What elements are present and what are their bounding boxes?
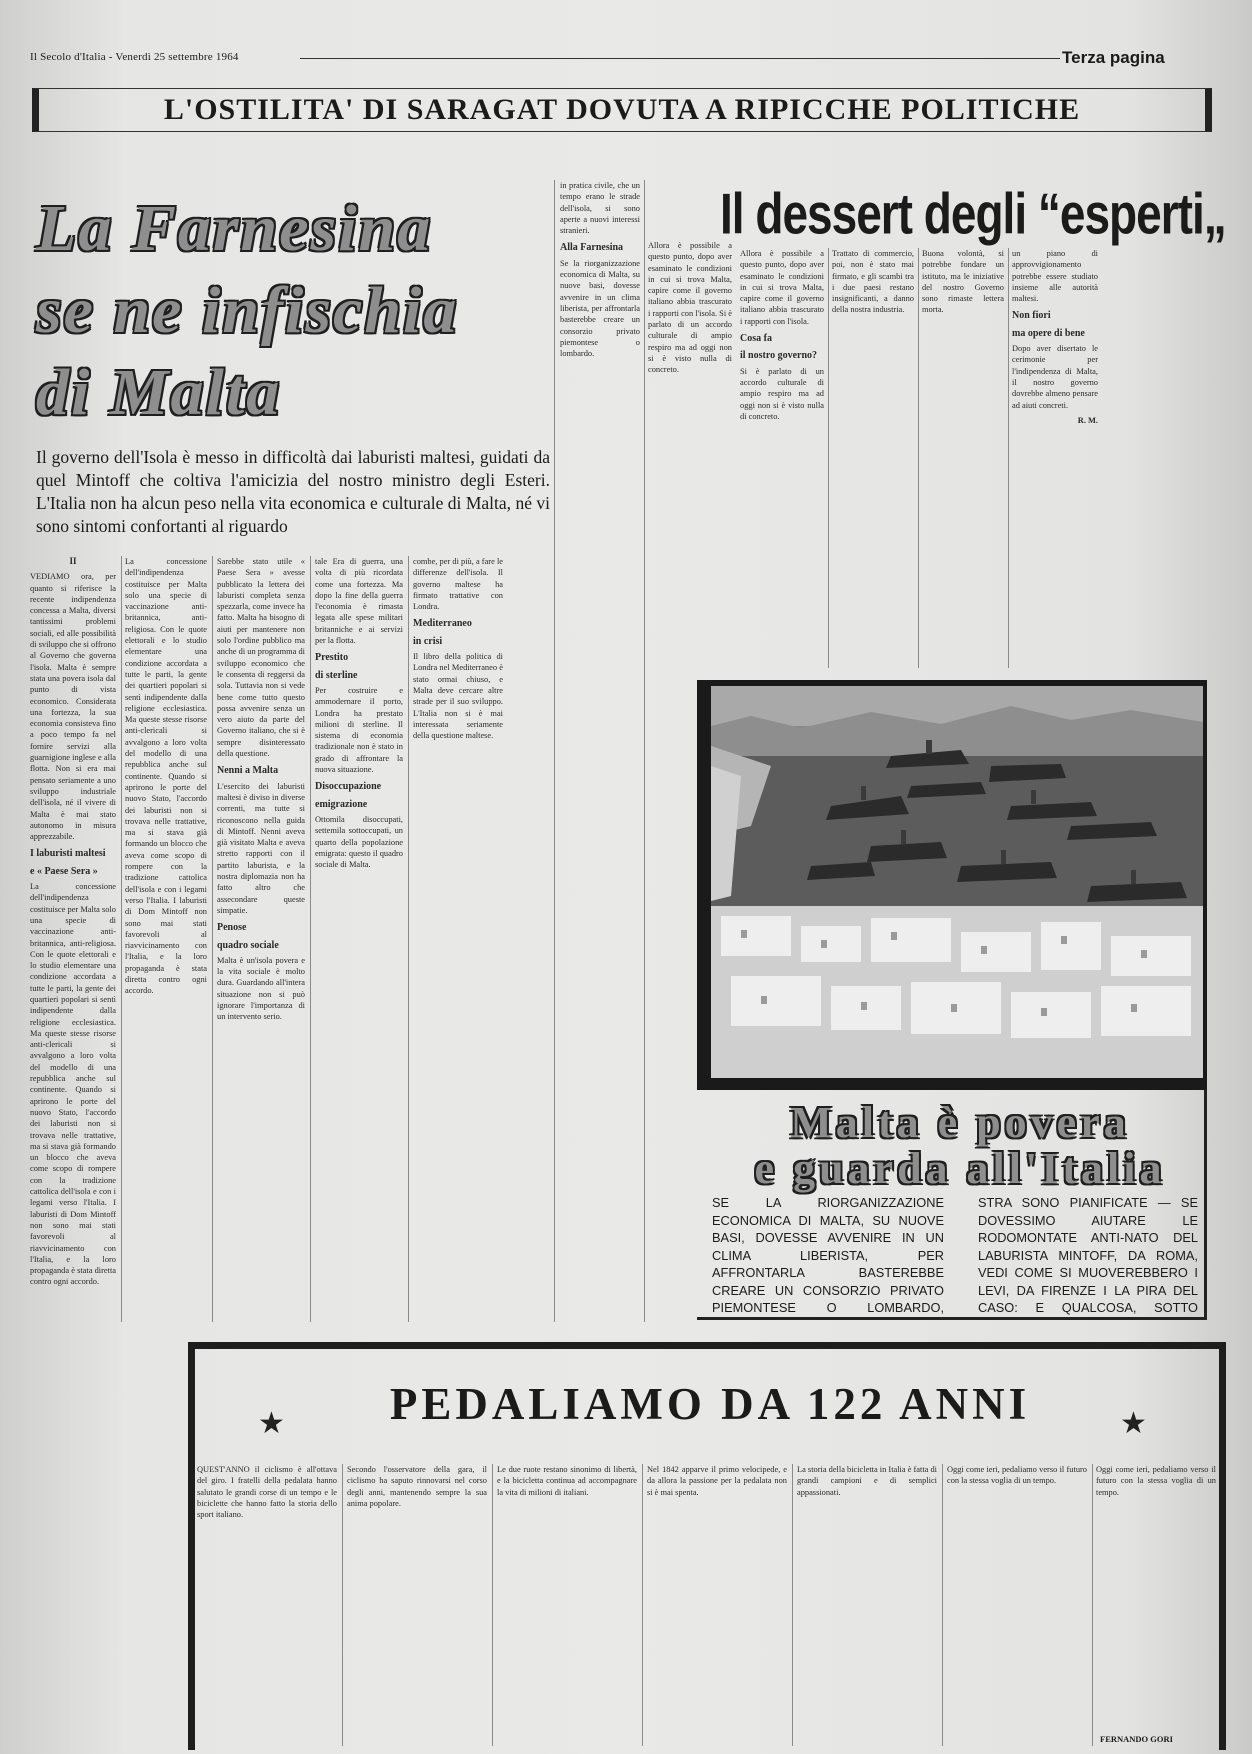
column-text: Ottomila disoccupati, settemila sottoccupati, un quarto della popolazione emigrata: questo il quadro sociale di Malta. [315, 814, 403, 870]
column-rule [942, 1464, 943, 1746]
right-column-0 [648, 240, 732, 670]
caption-headline-line-1: Malta è povera [790, 1098, 1130, 1147]
page-header-masthead: Il Secolo d'Italia - Venerdì 25 settembre 1964 [30, 51, 239, 63]
main-deck: Il governo dell'Isola è messo in difficoltà dai laburisti maltesi, guidati da quel Mintoff che coltiva l'amicizia del nostro ministro degli Esteri. L'Italia non ha alcun peso nella vita economica e culturale di Malta, né vi sono sintomi confortanti al riguardo [36, 447, 550, 536]
main-column-4 [413, 556, 503, 1320]
column-text: Per costruire e ammodernare il porto, Londra ha prestato milioni di sterline. Il sistema di economia tradizionale non è stato in grado di affrontare la nuova situazione. [315, 685, 403, 775]
subheading: Non fiori [1012, 310, 1051, 322]
bottom-column-3 [497, 1464, 637, 1746]
main-headline-line-2: se ne infischia [36, 274, 459, 347]
column-text: combe, per di più, a fare le differenze dell'isola. Il governo maltese ha firmato trattative con Londra. [413, 557, 503, 612]
column-rule [642, 1464, 643, 1746]
subheading: di sterline [315, 669, 358, 681]
column-text: Sarebbe stato utile « Paese Sera » avesse pubblicato la lettera dei laburisti completa senza spezzarla, come invece ha fatto. Malta ha bisogno di aiuti per mantenere non solo l'ordine pubblico ma anche di un programma di sviluppo economico che le consenta di reggersi da sola. Tuttavia non si vede bene come tutto questo possa avvenire senza un vero aiuto da parte del Governo italiano, che si è sempre disinteressato della questione. [217, 557, 305, 759]
column-text: tale Era di guerra, una volta di più ricordata come una fortezza. Ma dopo la fine della guerra l'economia è rimasta legata alle spese militari britanniche e ai servizi per la flotta. [315, 557, 403, 646]
subheading: quadro sociale [217, 939, 279, 951]
photo-caption-headline [720, 1100, 1200, 1192]
column-rule [554, 180, 555, 1322]
column-text: un piano di approvvigionamento potrebbe essere studiato insieme alle autorità maltesi. [1012, 249, 1098, 304]
bottom-signature: FERNANDO GORI [1100, 1734, 1173, 1744]
main-column-1b [125, 556, 207, 1320]
column-text: Trattato di commercio, poi, non è stato mai firmato, e gli scambi tra i due paesi restano insignificanti, a danno della nostra industria. [832, 249, 914, 315]
column-number: II [69, 556, 77, 566]
column-text: QUEST'ANNO il ciclismo è all'ottava del giro. I fratelli della pedalata hanno salutato le grandi corse di un tempo e le biciclette che hanno fatto la storia dello sport italiano. [197, 1465, 337, 1520]
column-rule [492, 1464, 493, 1746]
subheading: Cosa fa [740, 333, 772, 345]
subheading: Nenni a Malta [217, 765, 279, 777]
column-rule [792, 1464, 793, 1746]
column-text: Buona volontà, si potrebbe fondare un istituto, ma le iniziative del nostro Governo sono rimaste lettera morta. [922, 249, 1004, 315]
photo-caption-left: SE LA RIORGANIZZAZIONE ECONOMICA DI MALTA, SU NUOVE BASI, DOVESSE AVVENIRE IN UN CLIMA LIBERISTA, PER AFFRONTARLA BASTEREBBE CREARE UN CONSORZIO PRIVATO PIEMONTESE O LOMBARDO, [712, 1195, 944, 1315]
column-text: La concessione dell'indipendenza costituisce per Malta solo una specie di vaccinazione anti-britannica, anti-religiosa. Con le quote elettorali e lo studio elementare una condizione accordata a tutte le parti, la gente dei quartieri popolari si sentì indipendente dalla religione ecclesiastica. Ma queste stesse risorse anti-clericali si avvalgono a loro volta del modello di una repubblica anche sul continente. Quando si aprirono le porte del nuovo Stato, l'accordo dei laburisti non si trovava nelle trattative, ma si stava già formando un blocco che aveva come scopo di rompere con la tradizione cattolica dell'isola e con i legami verso l'Italia. I laburisti di Dom Mintoff non sono mai stati favorevoli al riavvicinamento con l'Italia, e la loro propaganda è stata diretta contro ogni accordo. [30, 882, 116, 1287]
star-icon: ★ [1120, 1407, 1147, 1440]
main-column-3 [315, 556, 403, 1320]
article-signature: R. M. [1077, 415, 1098, 425]
subheading: I laburisti maltesi [30, 848, 106, 860]
subheading: Disoccupazione [315, 781, 382, 793]
main-headline-line-3: di Malta [36, 356, 282, 429]
column-text: in pratica civile, che un tempo erano le strade dell'isola, si sono aperte a nuovi interessi stranieri. [560, 181, 640, 236]
right-headline: Il dessert degli “esperti„ [720, 180, 1226, 246]
bottom-headline: PEDALIAMO DA 122 ANNI [389, 1379, 1031, 1429]
column-text: L'Italia non si è mai interessata seriamente della questione maltese. [413, 708, 503, 741]
subheading: Penose [217, 922, 247, 934]
right-column-4 [1012, 248, 1098, 670]
column-rule [310, 556, 311, 1322]
right-column-2 [832, 248, 914, 670]
page-section-label: Terza pagina [1062, 48, 1165, 67]
harbour-photo-illustration [711, 686, 1203, 1078]
column-text: Si è parlato di un accordo culturale di ampio respiro ma ad oggi non si è visto nulla di concreto. [648, 308, 732, 375]
column-rule [121, 556, 122, 1322]
column-rule [1008, 248, 1009, 668]
banner-headline: L'OSTILITA' DI SARAGAT DOVUTA A RIPICCHE POLITICHE [32, 88, 1212, 132]
bottom-column-2 [347, 1464, 487, 1746]
column-rule [408, 556, 409, 1322]
column-text: Dopo aver disertato le cerimonie per l'indipendenza di Malta, il nostro governo dovrebbe almeno pensare ad aiuti concreti. [1012, 344, 1098, 410]
column-text: Si è parlato di un accordo culturale di ampio respiro ma ad oggi non si è visto nulla di concreto. [740, 366, 824, 421]
right-column-1 [740, 248, 824, 670]
star-icon: ★ [258, 1407, 285, 1440]
bottom-column-7 [1096, 1464, 1216, 1746]
harbour-photo [711, 686, 1203, 1078]
column-rule [918, 248, 919, 668]
column-text: Malta è un'isola povera e la vita sociale è molto dura. Guardando all'intera situazione non si può ignorare l'importanza di un intervento serio. [217, 955, 305, 1022]
subheading: ma opere di bene [1012, 327, 1085, 339]
subheading: in crisi [413, 635, 443, 647]
subheading: emigrazione [315, 798, 368, 810]
subheading: il nostro governo? [740, 350, 818, 362]
main-column-2 [217, 556, 305, 1320]
subheading: Alla Farnesina [560, 242, 624, 254]
column-text: Il libro della politica di Londra nel Mediterraneo è stato ormai chiuso, e Malta deve cercare altre strade per il suo sviluppo. [413, 652, 503, 707]
column-text: Nel 1842 apparve il primo velocipede, e da allora la passione per la pedalata non si è mai spenta. [647, 1465, 787, 1497]
column-text: Allora è possibile a questo punto, dopo aver esaminato le condizioni in cui si trova Malta, capire come il governo italiano abbia trascurato i rapporti con l'isola. [740, 249, 824, 326]
column-text: La storia della bicicletta in Italia è fatta di grandi campioni e di semplici appassionati. [797, 1465, 937, 1497]
column-text: VEDIAMO ora, per quanto si riferisce la recente indipendenza concessa a Malta, diversi tantissimi problemi sociali, ed alle possibilità di sviluppo che si offrono al Governo che governa l'isola. Malta è sempre stata una povera isola dal punto di vista economico. Considerata una fortezza, la sua economia consisteva fino a poco tempo fa nel fornire servizi alla guarnigione inglese e alla flotta. Non si era mai pensato seriamente a uno sviluppo industriale dell'isola, né il vivere di Malta è mai stato autonomo in misura apprezzabile. [30, 572, 116, 842]
subheading: e « Paese Sera » [30, 865, 98, 877]
column-text: Allora è possibile a questo punto, dopo aver esaminato le condizioni in cui si trova Malta, capire come il governo italiano abbia trascurato i rapporti con l'isola. [648, 241, 732, 318]
main-column-1 [30, 556, 116, 1320]
bottom-column-1 [197, 1464, 337, 1746]
column-rule [1092, 1464, 1093, 1746]
bottom-column-4 [647, 1464, 787, 1746]
column-rule [212, 556, 213, 1322]
right-column-3 [922, 248, 1004, 670]
subheading: Prestito [315, 652, 349, 664]
column-text: Secondo l'osservatore della gara, il ciclismo ha saputo rinnovarsi nel corso degli anni, mantenendo sempre la sua anima popolare. [347, 1465, 487, 1508]
column-text: Se la riorganizzazione economica di Malta, su nuove basi, dovesse avvenire in un clima liberista, per affrontarla basterebbe creare un consorzio privato piemontese o lombardo. [560, 258, 640, 359]
column-text: Oggi come ieri, pedaliamo verso il futuro con la stessa voglia di un tempo. [947, 1465, 1087, 1486]
subheading: Mediterraneo [413, 618, 472, 630]
main-headline-line-1: La Farnesina [36, 192, 433, 265]
column-rule [828, 248, 829, 668]
column-rule [342, 1464, 343, 1746]
column-rule [644, 180, 645, 1322]
header-rule [300, 58, 1060, 59]
main-column-5 [560, 180, 640, 1320]
bottom-column-6 [947, 1464, 1087, 1746]
main-headline [36, 188, 566, 434]
bottom-column-5 [797, 1464, 937, 1746]
column-text: Le due ruote restano sinonimo di libertà, e la bicicletta continua ad accompagnare la vita di milioni di italiani. [497, 1465, 637, 1497]
caption-headline-line-2: e guarda all'Italia [754, 1144, 1166, 1193]
column-text: Oggi come ieri, pedaliamo verso il futuro con la stessa voglia di un tempo. [1096, 1465, 1216, 1497]
photo-caption-right: STRA SONO PIANIFICATE — SE DOVESSIMO AIUTARE LE RODOMONTATE ANTI-NATO DEL LABURISTA MINTOFF, DA ROMA, VEDI COME SI MUOVEREBBERO I LEVI, DA FIRENZE I LA PIRA DEL CASO: E QUALCOSA, SOTTO [978, 1195, 1198, 1315]
column-text: L'esercito dei laburisti maltesi è diviso in diverse correnti, ma tutte si riconoscono nella guida di Mintoff. Nenni aveva già visitato Malta e aveva stretto rapporti con il partito laburista, e la nostra diplomazia non ha fatto altro che assecondare queste simpatie. [217, 781, 305, 915]
column-text: La concessione dell'indipendenza costituisce per Malta solo una specie di vaccinazione anti-britannica, anti-religiosa. Con le quote elettorali e lo studio elementare una condizione accordata a tutte le parti, la gente dei quartieri popolari si sentì indipendente dalla religione ecclesiastica. Ma queste stesse risorse anti-clericali si avvalgono a loro volta del modello di una repubblica anche sul continente. Quando si aprirono le porte del nuovo Stato, l'accordo dei laburisti non si trovava nelle trattative, ma si stava già formando un blocco che aveva come scopo di rompere con la tradizione cattolica dell'isola e con i legami verso l'Italia. I laburisti di Dom Mintoff non sono mai stati favorevoli al riavvicinamento con l'Italia, e la loro propaganda è stata diretta contro ogni accordo. [125, 557, 207, 996]
